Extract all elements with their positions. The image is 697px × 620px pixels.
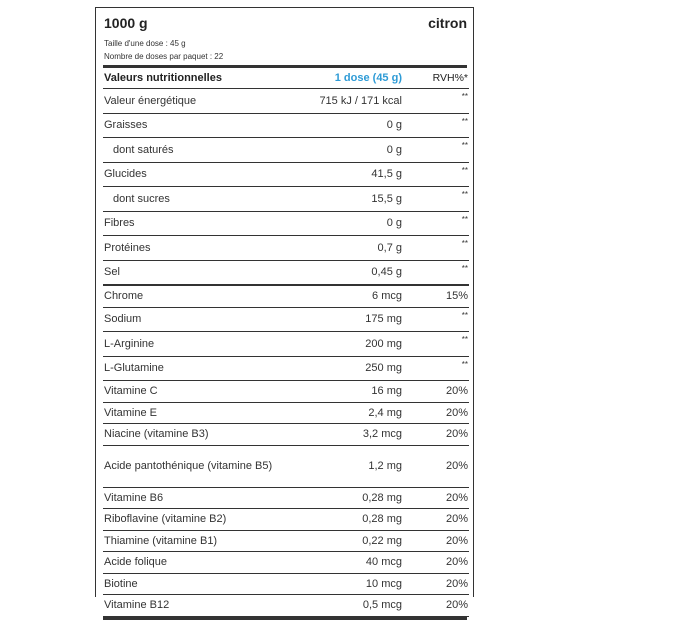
- nutrient-name: Thiamine (vitamine B1): [103, 530, 303, 552]
- table-row: [103, 509, 469, 531]
- nutrient-rvh: **: [403, 356, 469, 381]
- nutrient-rvh: **: [403, 236, 469, 261]
- nutrient-amount: 1,2 mg: [303, 445, 403, 487]
- nutrient-rvh: 20%: [403, 595, 469, 617]
- table-row: [103, 138, 469, 163]
- nutrient-name: Vitamine C: [103, 381, 303, 403]
- table-row: [103, 89, 469, 114]
- table-row: [103, 487, 469, 509]
- nutrient-name: Sel: [103, 260, 303, 285]
- nutrient-amount: 175 mg: [303, 307, 403, 332]
- table-row: [103, 595, 469, 617]
- nutrient-name: Sodium: [103, 307, 303, 332]
- nutrient-rvh: **: [403, 260, 469, 285]
- nutrient-rvh: 20%: [403, 530, 469, 552]
- nutrient-amount: 10 mcg: [303, 573, 403, 595]
- nutrient-rvh: **: [403, 332, 469, 357]
- nutrient-amount: 0,5 mcg: [303, 595, 403, 617]
- nutrient-amount: 2,4 mg: [303, 402, 403, 424]
- nutrient-amount: 0 g: [303, 211, 403, 236]
- nutrient-name: Vitamine E: [103, 402, 303, 424]
- product-header: [103, 8, 467, 68]
- nutrient-rvh: 20%: [403, 552, 469, 574]
- table-row: [103, 381, 469, 403]
- nutrient-rvh: **: [403, 211, 469, 236]
- nutrient-amount: 200 mg: [303, 332, 403, 357]
- nutrient-rvh: 15%: [403, 285, 469, 307]
- nutrient-rvh: 20%: [403, 509, 469, 531]
- nutrient-rvh: 20%: [403, 424, 469, 446]
- nutrient-amount: 0 g: [303, 138, 403, 163]
- nutrient-rvh: **: [403, 113, 469, 138]
- nutrition-facts-panel: [95, 7, 474, 612]
- nutrient-amount: 15,5 g: [303, 187, 403, 212]
- nutrient-name: Niacine (vitamine B3): [103, 424, 303, 446]
- nutrient-rvh: 20%: [403, 445, 469, 487]
- table-row: [103, 187, 469, 212]
- table-row: [103, 552, 469, 574]
- nutrient-name: Vitamine B6: [103, 487, 303, 509]
- nutrient-rvh: 20%: [403, 402, 469, 424]
- table-row: [103, 424, 469, 446]
- nutrition-table: [103, 68, 469, 617]
- nutrient-amount: 0,28 mg: [303, 487, 403, 509]
- table-row: [103, 211, 469, 236]
- nutrient-amount: 6 mcg: [303, 285, 403, 307]
- package-size: 1000 g: [104, 15, 148, 31]
- nutrient-name: L-Glutamine: [103, 356, 303, 381]
- nutrient-amount: 0,45 g: [303, 260, 403, 285]
- table-row: [103, 530, 469, 552]
- nutrient-name: Glucides: [103, 162, 303, 187]
- nutrient-amount: 40 mcg: [303, 552, 403, 574]
- flavor-label: citron: [428, 15, 467, 31]
- nutrient-amount: 3,2 mcg: [303, 424, 403, 446]
- column-header-name: Valeurs nutritionnelles: [103, 68, 303, 89]
- table-end-rule: [103, 617, 467, 620]
- column-header-rvh: RVH%*: [403, 68, 469, 89]
- nutrient-name: Graisses: [103, 113, 303, 138]
- nutrient-name: dont saturés: [103, 138, 303, 163]
- table-row: [103, 402, 469, 424]
- nutrient-amount: 0,7 g: [303, 236, 403, 261]
- nutrient-rvh: **: [403, 187, 469, 212]
- serving-size: Taille d'une dose : 45 g: [104, 39, 186, 48]
- table-row: [103, 285, 469, 307]
- nutrient-name: Protéines: [103, 236, 303, 261]
- nutrient-name: Vitamine B12: [103, 595, 303, 617]
- table-row: [103, 445, 469, 487]
- table-row: [103, 162, 469, 187]
- nutrient-name: Acide pantothénique (vitamine B5): [103, 445, 303, 487]
- nutrient-name: Valeur énergétique: [103, 89, 303, 114]
- nutrient-name: Chrome: [103, 285, 303, 307]
- table-row: [103, 332, 469, 357]
- nutrient-amount: 0,22 mg: [303, 530, 403, 552]
- nutrient-amount: 0 g: [303, 113, 403, 138]
- table-row: [103, 260, 469, 285]
- nutrient-amount: 41,5 g: [303, 162, 403, 187]
- nutrient-name: Acide folique: [103, 552, 303, 574]
- table-row: [103, 307, 469, 332]
- table-header-row: [103, 68, 469, 89]
- nutrient-rvh: **: [403, 162, 469, 187]
- servings-per-package: Nombre de doses par paquet : 22: [104, 52, 224, 61]
- column-header-dose: 1 dose (45 g): [303, 68, 403, 89]
- table-row: [103, 356, 469, 381]
- nutrient-rvh: **: [403, 307, 469, 332]
- nutrient-name: Fibres: [103, 211, 303, 236]
- nutrient-rvh: 20%: [403, 487, 469, 509]
- nutrient-name: L-Arginine: [103, 332, 303, 357]
- nutrient-rvh: 20%: [403, 573, 469, 595]
- nutrient-rvh: **: [403, 138, 469, 163]
- nutrient-amount: 715 kJ / 171 kcal: [303, 89, 403, 114]
- nutrient-name: Riboflavine (vitamine B2): [103, 509, 303, 531]
- table-row: [103, 113, 469, 138]
- nutrient-amount: 0,28 mg: [303, 509, 403, 531]
- nutrient-rvh: **: [403, 89, 469, 114]
- nutrient-name: Biotine: [103, 573, 303, 595]
- table-row: [103, 236, 469, 261]
- nutrient-rvh: 20%: [403, 381, 469, 403]
- nutrient-name: dont sucres: [103, 187, 303, 212]
- nutrient-amount: 16 mg: [303, 381, 403, 403]
- nutrient-amount: 250 mg: [303, 356, 403, 381]
